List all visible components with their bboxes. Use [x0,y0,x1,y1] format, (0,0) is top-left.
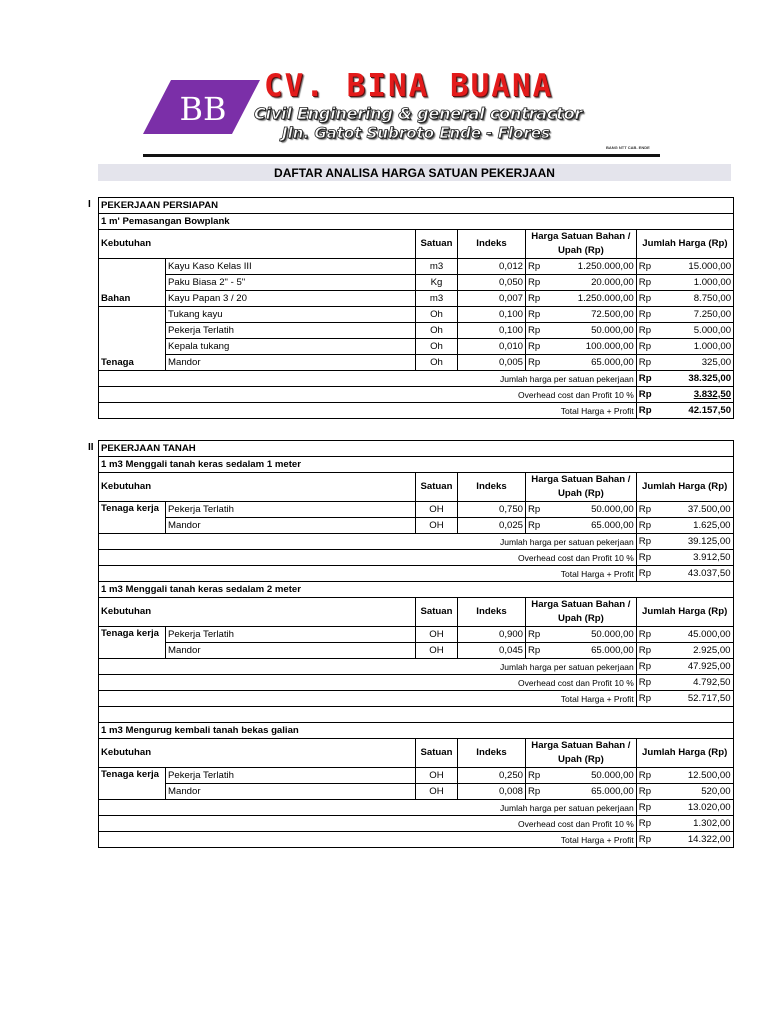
rp-label: Rp [526,768,543,784]
total-value: 52.717,50 [653,691,733,707]
item-price: 50.000,00 [542,768,636,784]
subtotal-label: Jumlah harga per satuan pekerjaan [99,800,637,816]
table-row [99,768,734,784]
rp-label: Rp [636,550,653,566]
item-price: 65.000,00 [542,355,636,371]
item-index: 0,008 [458,784,526,800]
table-row [99,643,734,659]
table-row [99,291,734,307]
overhead-row [99,550,734,566]
work-item-title: 1 m3 Mengurug kembali tanah bekas galian [99,723,734,739]
group-tenaga: Tenaga [99,307,166,371]
table-row [99,784,734,800]
item-price: 100.000,00 [542,339,636,355]
subtotal-label: Jumlah harga per satuan pekerjaan [99,371,637,387]
item-total: 37.500,00 [653,502,733,518]
rp-label: Rp [636,816,653,832]
company-tagline: Civil Enginering & general contractor [254,104,583,123]
item-unit: Oh [416,323,458,339]
rp-label: Rp [636,675,653,691]
item-index: 0,750 [458,502,526,518]
section-2-table [98,440,734,848]
col-satuan: Satuan [416,598,458,627]
rp-label: Rp [526,502,543,518]
rp-label: Rp [636,627,653,643]
item-unit: OH [416,627,458,643]
total-label: Total Harga + Profit [99,691,637,707]
col-satuan: Satuan [416,739,458,768]
col-harga-satuan: Harga Satuan Bahan / Upah (Rp) [526,230,637,259]
overhead-value: 3.832,50 [654,387,734,403]
item-index: 0,012 [458,259,526,275]
spacer-row [99,707,734,723]
work-item-title: 1 m3 Menggali tanah keras sedalam 2 meter [99,582,734,598]
item-total: 45.000,00 [653,627,733,643]
rp-label: Rp [636,323,653,339]
item-unit: OH [416,784,458,800]
section-1-item: 1 m' Pemasangan Bowplank [99,214,734,230]
col-kebutuhan: Kebutuhan [99,598,416,627]
item-price: 1.250.000,00 [542,291,636,307]
rp-label: Rp [636,355,653,371]
rp-label: Rp [636,643,653,659]
subtotal-label: Jumlah harga per satuan pekerjaan [99,534,637,550]
item-name: Pekerja Terlatih [166,323,416,339]
item-name: Kayu Kaso Kelas III [166,259,416,275]
item-total: 8.750,00 [654,291,734,307]
company-address: Jln. Gatot Subroto Ende - Flores [282,124,550,142]
overhead-value: 4.792,50 [653,675,733,691]
document-title: DAFTAR ANALISA HARGA SATUAN PEKERJAAN [274,166,555,180]
col-satuan: Satuan [416,230,458,259]
rp-label: Rp [636,659,653,675]
section-1-name: PEKERJAAN PERSIAPAN [99,198,734,214]
item-price: 72.500,00 [542,307,636,323]
group-tenaga-kerja: Tenaga kerja [99,502,166,534]
section-2-name: PEKERJAAN TANAH [99,441,734,457]
item-unit: m3 [416,291,458,307]
item-total: 12.500,00 [653,768,733,784]
overhead-label: Overhead cost dan Profit 10 % [99,816,637,832]
total-row [99,566,734,582]
subtotal-row [99,371,734,387]
company-name: CV. BINA BUANA [264,68,554,104]
header-divider [143,154,660,157]
item-index: 0,025 [458,518,526,534]
item-index: 0,045 [458,643,526,659]
item-total: 1.625,00 [653,518,733,534]
rp-label: Rp [636,307,653,323]
table-row [99,502,734,518]
item-name: Pekerja Terlatih [166,768,416,784]
item-unit: Oh [416,307,458,323]
rp-label: Rp [636,371,653,387]
item-unit: OH [416,643,458,659]
col-kebutuhan: Kebutuhan [99,739,416,768]
rp-label: Rp [526,275,543,291]
col-jumlah: Jumlah Harga (Rp) [636,598,733,627]
item-price: 1.250.000,00 [542,259,636,275]
item-total: 7.250,00 [654,307,734,323]
col-harga-satuan: Harga Satuan Bahan / Upah (Rp) [526,739,637,768]
col-indeks: Indeks [458,739,526,768]
total-label: Total Harga + Profit [99,403,637,419]
item-total: 1.000,00 [654,339,734,355]
col-indeks: Indeks [458,230,526,259]
item-name: Mandor [166,355,416,371]
item-total: 325,00 [654,355,734,371]
total-label: Total Harga + Profit [99,832,637,848]
rp-label: Rp [526,355,543,371]
subtotal-row [99,800,734,816]
rp-label: Rp [526,323,543,339]
item-price: 65.000,00 [542,784,636,800]
table-row [99,627,734,643]
item-unit: OH [416,768,458,784]
overhead-value: 1.302,00 [653,816,733,832]
table-row [99,323,734,339]
rp-label: Rp [526,339,543,355]
item-price: 65.000,00 [542,643,636,659]
rp-label: Rp [636,387,653,403]
item-name: Pekerja Terlatih [166,502,416,518]
header-note: BANG NTT CAB. ENDE [606,145,650,150]
item-name: Kayu Papan 3 / 20 [166,291,416,307]
item-index: 0,005 [458,355,526,371]
total-row [99,691,734,707]
overhead-row [99,816,734,832]
section-1-number: I [88,199,91,210]
total-row [99,832,734,848]
rp-label: Rp [636,768,653,784]
col-satuan: Satuan [416,473,458,502]
col-kebutuhan: Kebutuhan [99,473,416,502]
col-jumlah: Jumlah Harga (Rp) [636,473,733,502]
rp-label: Rp [636,518,653,534]
item-index: 0,010 [458,339,526,355]
total-value: 43.037,50 [653,566,733,582]
table-row [99,339,734,355]
col-kebutuhan: Kebutuhan [99,230,416,259]
table-row [99,259,734,275]
logo-text: BB [179,90,227,128]
item-name: Kepala tukang [166,339,416,355]
col-jumlah: Jumlah Harga (Rp) [636,230,733,259]
total-value: 42.157,50 [654,403,734,419]
overhead-row [99,387,734,403]
overhead-value: 3.912,50 [653,550,733,566]
item-unit: Oh [416,339,458,355]
table-row [99,275,734,291]
item-price: 65.000,00 [542,518,636,534]
subtotal-label: Jumlah harga per satuan pekerjaan [99,659,637,675]
section-1-table [98,197,734,419]
item-name: Tukang kayu [166,307,416,323]
rp-label: Rp [636,691,653,707]
table-row [99,307,734,323]
item-price: 20.000,00 [542,275,636,291]
item-unit: Oh [416,355,458,371]
item-unit: Kg [416,275,458,291]
item-price: 50.000,00 [542,323,636,339]
item-name: Mandor [166,784,416,800]
rp-label: Rp [526,518,543,534]
rp-label: Rp [636,800,653,816]
col-indeks: Indeks [458,598,526,627]
rp-label: Rp [526,643,543,659]
item-index: 0,007 [458,291,526,307]
table-row [99,518,734,534]
item-price: 50.000,00 [542,627,636,643]
item-total: 2.925,00 [653,643,733,659]
item-unit: m3 [416,259,458,275]
subtotal-row [99,534,734,550]
item-name: Mandor [166,643,416,659]
item-price: 50.000,00 [542,502,636,518]
company-logo [143,80,260,134]
item-total: 5.000,00 [654,323,734,339]
col-harga-satuan: Harga Satuan Bahan / Upah (Rp) [526,598,637,627]
col-indeks: Indeks [458,473,526,502]
item-name: Pekerja Terlatih [166,627,416,643]
subtotal-row [99,659,734,675]
work-item-title: 1 m3 Menggali tanah keras sedalam 1 meter [99,457,734,473]
rp-label: Rp [636,339,653,355]
item-index: 0,250 [458,768,526,784]
rp-label: Rp [636,275,653,291]
item-name: Mandor [166,518,416,534]
overhead-label: Overhead cost dan Profit 10 % [99,675,637,691]
group-bahan: Bahan [99,259,166,307]
rp-label: Rp [636,566,653,582]
item-index: 0,900 [458,627,526,643]
col-harga-satuan: Harga Satuan Bahan / Upah (Rp) [526,473,637,502]
section-2-number: II [88,442,94,453]
item-index: 0,100 [458,323,526,339]
rp-label: Rp [526,259,543,275]
rp-label: Rp [526,784,543,800]
overhead-row [99,675,734,691]
item-total: 1.000,00 [654,275,734,291]
item-index: 0,100 [458,307,526,323]
overhead-label: Overhead cost dan Profit 10 % [99,387,637,403]
subtotal-value: 38.325,00 [654,371,734,387]
rp-label: Rp [636,534,653,550]
item-total: 15.000,00 [654,259,734,275]
total-value: 14.322,00 [653,832,733,848]
total-label: Total Harga + Profit [99,566,637,582]
subtotal-value: 13.020,00 [653,800,733,816]
item-unit: OH [416,518,458,534]
subtotal-value: 39.125,00 [653,534,733,550]
item-index: 0,050 [458,275,526,291]
table-row [99,355,734,371]
group-tenaga-kerja: Tenaga kerja [99,627,166,659]
item-total: 520,00 [653,784,733,800]
rp-label: Rp [526,307,543,323]
overhead-label: Overhead cost dan Profit 10 % [99,550,637,566]
group-tenaga-kerja: Tenaga kerja [99,768,166,800]
subtotal-value: 47.925,00 [653,659,733,675]
col-jumlah: Jumlah Harga (Rp) [636,739,733,768]
rp-label: Rp [636,259,653,275]
rp-label: Rp [636,832,653,848]
rp-label: Rp [636,291,653,307]
item-name: Paku Biasa 2" - 5" [166,275,416,291]
rp-label: Rp [636,502,653,518]
rp-label: Rp [526,291,543,307]
item-unit: OH [416,502,458,518]
rp-label: Rp [526,627,543,643]
total-row [99,403,734,419]
rp-label: Rp [636,403,653,419]
document-title-bar [98,164,731,181]
rp-label: Rp [636,784,653,800]
